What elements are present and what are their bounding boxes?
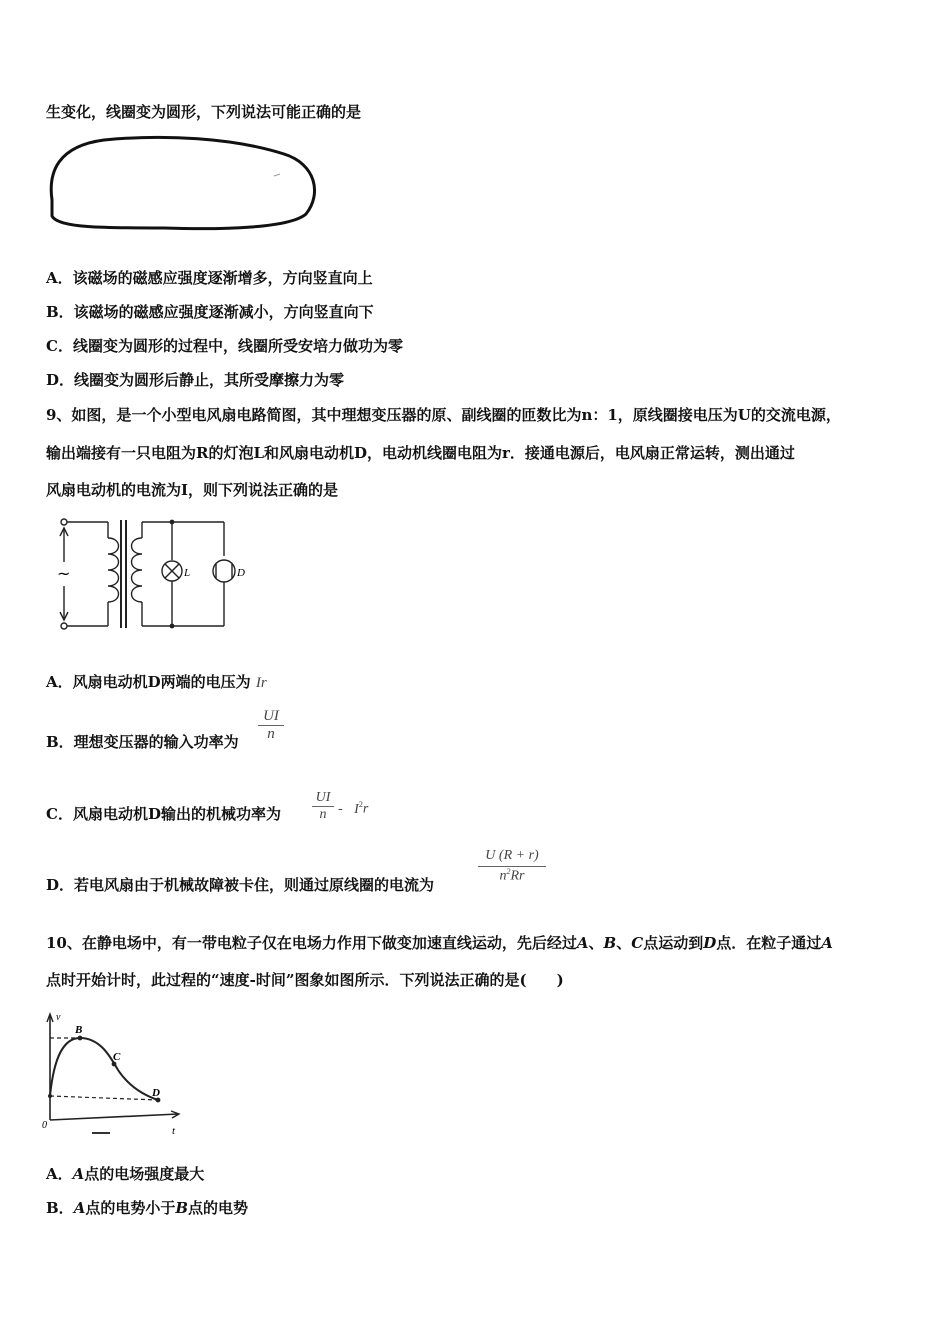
sep2: 、 — [616, 934, 632, 952]
point-d: D — [703, 934, 717, 952]
point-d-label: D — [152, 1087, 160, 1099]
q10-b-point2: B — [175, 1199, 189, 1217]
q8-option-b: B．该磁场的磁感应强度逐渐减小，方向竖直向下 — [46, 303, 374, 321]
q8-option-d: D．线圈变为圆形后静止，其所受摩擦力为零 — [46, 371, 345, 389]
q10-a-pre: A． — [46, 1165, 73, 1183]
q9-option-c-tail — [338, 800, 368, 818]
q9-option-c-fraction — [312, 790, 334, 823]
q9-option-c-text: C．风扇电动机D输出的机械功率为 — [46, 805, 281, 823]
q9-option-d-denominator — [478, 866, 546, 885]
point-c: C — [631, 934, 644, 952]
q10-b-pre: B． — [46, 1199, 74, 1217]
q9-option-b-numerator: UI — [263, 708, 279, 724]
den-rest: Rr — [510, 868, 525, 884]
resistance-symbol: r — [362, 801, 369, 817]
q9-option-d-numerator: U (R + r) — [485, 848, 539, 863]
den-exponent: 2 — [506, 867, 511, 876]
point-c-label: C — [113, 1051, 121, 1063]
q8-stem-tail: 生变化，线圈变为圆形，下列说法可能正确的是 — [46, 103, 362, 121]
q9-option-c-numerator: UI — [315, 790, 331, 805]
lamp-label: L — [184, 567, 191, 579]
point-b: B — [603, 934, 617, 952]
q10-line1-pre: 10、在静电场中，有一带电粒子仅在电场力作用下做变加速直线运动，先后经过 — [46, 934, 577, 952]
q10-line1-post: 点．在粒子通过 — [716, 934, 822, 952]
q10-option-a — [46, 1164, 204, 1184]
q10-a-point: A — [72, 1165, 85, 1183]
q9-option-a-math: Ir — [255, 675, 267, 691]
ac-source-label: ~ — [57, 564, 71, 583]
q9-stem-line3: 风扇电动机的电流为I，则下列说法正确的是 — [46, 481, 339, 499]
q9-option-b-fraction — [258, 708, 284, 743]
motor-label: D — [237, 567, 245, 579]
origin-label: 0 — [42, 1120, 47, 1131]
axis-v-label: v — [56, 1012, 61, 1023]
point-b-label: B — [75, 1024, 83, 1036]
axis-t-label: t — [172, 1125, 176, 1137]
q8-option-a: A．该磁场的磁感应强度逐渐增多，方向竖直向上 — [46, 269, 373, 287]
q9-option-b-text: B．理想变压器的输入功率为 — [46, 733, 239, 751]
minus-sign: - — [338, 801, 343, 817]
q10-b-mid: 点的电势小于 — [85, 1199, 176, 1217]
point-a: A — [576, 934, 589, 952]
current-symbol: I — [354, 801, 359, 817]
transformer-circuit-figure — [50, 514, 250, 634]
q8-option-c: C．线圈变为圆形的过程中，线圈所受安培力做功为零 — [46, 337, 403, 355]
q9-stem-line1: 9、如图，是一个小型电风扇电路简图，其中理想变压器的原、副线圈的匝数比为n：1，原线圈接电压为U的交流电源， — [46, 406, 841, 424]
den-n: n — [499, 868, 507, 884]
deformed-coil-figure — [44, 132, 324, 236]
q10-stem-line1 — [46, 933, 833, 953]
q10-option-b — [46, 1198, 248, 1218]
velocity-time-graph — [40, 1008, 190, 1140]
q9-option-a-text: A．风扇电动机D两端的电压为 — [46, 673, 251, 691]
q9-option-d-text: D．若电风扇由于机械故障被卡住，则通过原线圈的电流为 — [46, 876, 435, 894]
q10-a-post: 点的电场强度最大 — [84, 1165, 205, 1183]
q9-option-b-denominator: n — [258, 725, 284, 743]
sep1: 、 — [588, 934, 604, 952]
q10-stem-line2: 点时开始计时，此过程的“速度-时间”图象如图所示．下列说法正确的是( ) — [46, 971, 564, 989]
q10-b-post: 点的电势 — [188, 1199, 249, 1217]
q10-line1-mid: 点运动到 — [643, 934, 704, 952]
q9-stem-line2: 输出端接有一只电阻为R的灯泡L和风扇电动机D，电动机线圈电阻为r．接通电源后，电风扇正常运转，测出通过 — [46, 444, 795, 462]
exponent: 2 — [358, 800, 363, 809]
q9-option-a — [46, 672, 267, 693]
q9-option-d-fraction — [478, 848, 546, 885]
point-a-2: A — [821, 934, 833, 952]
q10-b-point: A — [73, 1199, 86, 1217]
q9-option-c-denominator: n — [312, 806, 334, 823]
